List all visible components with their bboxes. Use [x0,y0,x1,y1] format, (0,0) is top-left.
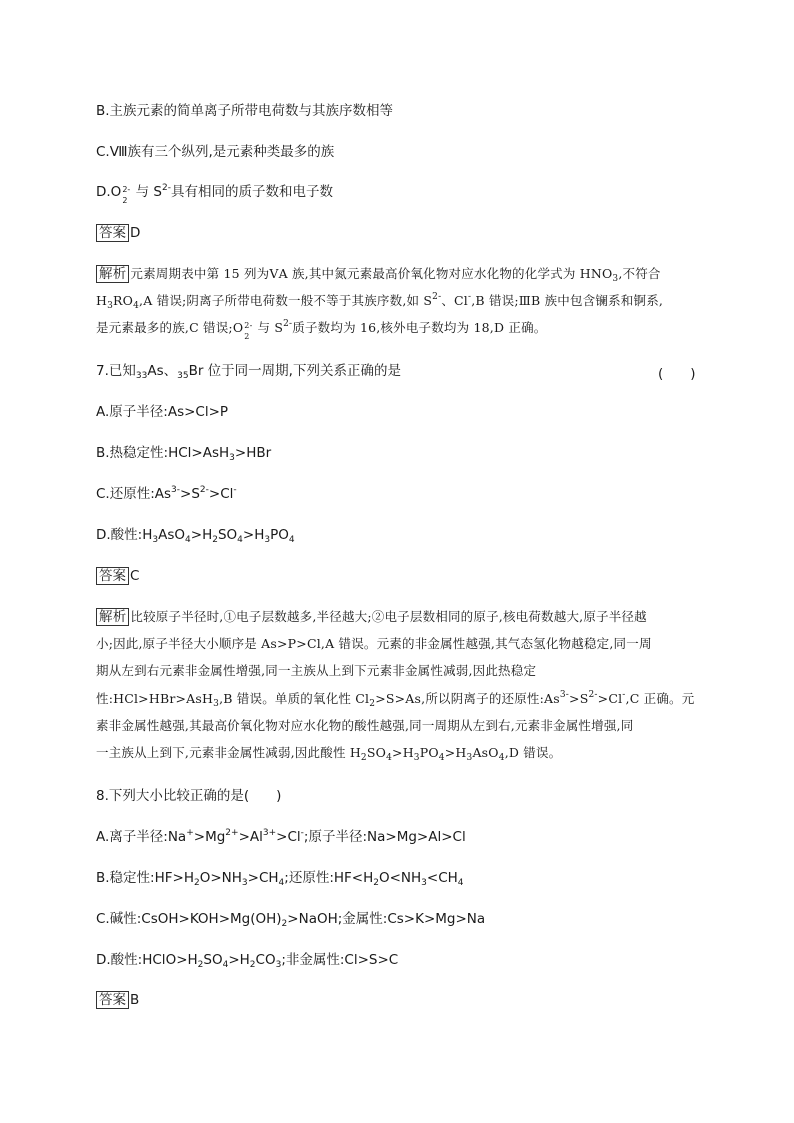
q7-answer [96,567,139,585]
q7-option-b: B.热稳定性:HCl>AsH$_3$>HBr [96,445,272,463]
q7-analysis-line-2: 小;因此,原子半径大小顺序是 As>P>Cl,A 错误。元素的非金属性越强,其气态氢化物越稳定,同一周 [96,636,652,651]
q6-analysis-line-1: 解析 元素周期表中第 15 列为ⅤA 族,其中氮元素最高价氧化物对应水化物的化学式为 $HNO_3$,不符合 [96,265,661,283]
q7-option-c: C.还原性$:As^{3-}>S^{2-}>Cl^-$ [96,485,237,502]
answer-value: C [130,568,140,584]
q7-analysis-line-5: 素非金属性越强,其最高价氧化物对应水化物的酸性越强,同一周期从左到右,元素非金属性增强,同 [96,718,634,733]
q8-option-b: B.稳定性$:HF>H_2O>NH_3>CH_4$;还原性$:HF<H_2O<NH_3<CH_4$ [96,870,464,888]
answer-label: 答案 [96,224,129,242]
q6-analysis-line-3: 是元素最多的族,C 错误;O 2- 2 与 $S^{2-}$质子数均为 16,核外电子数均为 18,D 正确。 [96,319,547,341]
q8-stem: 8.下列大小比较正确的是( ) [96,788,282,804]
q6-option-d: D.O 2- 2 与 $S^{2-}$具有相同的质子数和电子数 [96,183,333,205]
q8-answer [96,991,139,1009]
q7-stem: 7.已知$_{33}$As、$_{35}$Br 位于同一周期,下列关系正确的是 [96,363,401,381]
answer-label: 答案 [96,991,129,1009]
q7-analysis-line-1: 解析 比较原子半径时,①电子层数越多,半径越大;②电子层数相同的原子,核电荷数越大,原子半径越 [96,608,647,626]
q7-analysis-line-6: 一主族从上到下,元素非金属性减弱,因此酸性 $H_2SO_4>H_3PO_4>H_3AsO_4,D$ 错误。 [96,745,562,763]
q8-option-c: C.碱性$:CsOH>KOH>Mg(OH)_2>NaOH$;金属性:Cs>K>Mg>Na [96,911,486,929]
q6-analysis-line-2: $H_3RO_4,A$ 错误;阴离子所带电荷数一般不等于其族序数,如 $S^{2-}$、Cl-,B 错误;ⅢB 族中包含镧系和锕系, [96,292,664,311]
q6-option-c: C.Ⅷ族有三个纵列,是元素种类最多的族 [96,144,335,160]
q7-analysis-line-3: 期从左到右元素非金属性增强,同一主族从上到下元素非金属性减弱,因此热稳定 [96,663,537,678]
q7-option-a: A.原子半径:As>Cl>P [96,404,229,420]
answer-value: B [130,992,140,1008]
q6-answer [96,224,140,242]
q7-analysis-line-4: 性:HCl>HBr>AsH$_3$,B 错误。单质的氧化性 $Cl_2>S>As$,所以阴离子的还原性$:As^{3-}>S^{2-}>Cl^-,C$ 正确。元 [96,690,695,709]
q7-option-d: D.酸性$:H_3AsO_4>H_2SO_4>H_3PO_4$ [96,527,295,545]
analysis-label: 解析 [96,608,129,626]
analysis-label: 解析 [96,265,129,283]
answer-label: 答案 [96,567,129,585]
q8-option-a: A.离子半径$:Na^+>Mg^{2+}>Al^{3+}>Cl^-$;原子半径:Na>Mg>Al>Cl [96,828,466,845]
q7-answer-blank: ( ) [658,366,696,382]
answer-value: D [130,225,141,241]
q6-option-b: B.主族元素的简单离子所带电荷数与其族序数相等 [96,103,394,119]
q8-option-d: D.酸性$:HClO>H_2SO_4>H_2CO_3$;非金属性:Cl>S>C [96,952,399,970]
